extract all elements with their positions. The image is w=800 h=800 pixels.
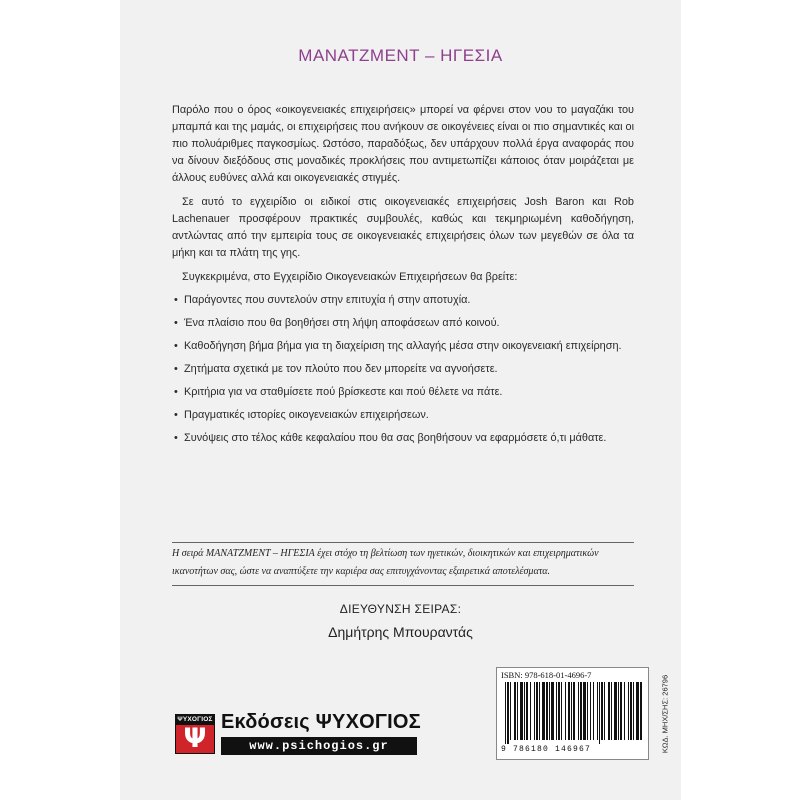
barcode-bar [580,682,582,740]
features-list-item-text: Κριτήρια για να σταθμίσετε πού βρίσκεστε και πού θέλετε να πάτε. [184,386,503,398]
barcode-bar [507,682,509,744]
barcode-bar [573,682,575,740]
barcode-bar [520,682,523,740]
barcode-bar [571,682,572,740]
barcode-bar [578,682,579,740]
divider-top [172,542,634,543]
barcode-bar [633,682,634,740]
features-list-item-text: Ζητήματα σχετικά με τον πλούτο που δεν μπορείτε να αγνοήσετε. [184,363,498,375]
barcode-bar [587,682,588,740]
publisher-logo-icon [175,714,215,754]
features-list-item [172,338,634,355]
bullet-icon: • [174,386,178,398]
barcode-bar [601,682,603,740]
features-list-item-text: Παράγοντες που συντελούν στην επιτυχία ή στην αποτυχία. [184,294,471,306]
barcode-bar [542,682,545,740]
barcode-bar [551,682,554,740]
description [172,102,634,453]
barcode-bar [546,682,548,740]
bullet-icon: • [174,432,178,444]
barcode-bar [604,682,605,740]
barcode-bar [618,682,619,740]
barcode-bar [624,682,625,740]
divider-bottom [172,585,634,586]
barcode-bar [628,682,629,740]
barcode-bar [568,682,570,740]
barcode-bar [599,682,600,744]
barcode-bar [620,682,622,740]
bullet-icon: • [174,294,178,306]
features-list [172,292,634,447]
barcode-digits: 9 786180 146967 [501,745,592,754]
features-list-item [172,292,634,309]
barcode-bar [590,682,591,740]
barcode-bar [524,682,525,740]
barcode-bar [636,682,639,740]
barcode-bar [630,682,632,740]
series-title: ΜΑΝΑΤΖΜΕΝΤ – ΗΓΕΣΙΑ [298,46,503,65]
features-list-item [172,361,634,378]
barcode-icon [503,682,644,744]
series-blurb: Η σειρά ΜΑΝΑΤΖΜΕΝΤ – ΗΓΕΣΙΑ έχει στόχο τη βελτίωση των ηγετικών, διοικητικών και επιχειρηματικών ικανοτήτων σας, ώστε να αναπτύξετε την καριέρα σας επιτυγχάνοντας εξαιρετικά αποτελέσματα. [172,548,599,577]
features-intro: Συγκεκριμένα, στο Εγχειρίδιο Οικογενειακών Επιχειρήσεων θα βρείτε: [182,271,518,283]
barcode-bar [561,682,562,740]
features-list-item-text: Καθοδήγηση βήμα βήμα για τη διαχείριση της αλλαγής μέσα στην οικογενειακή επιχείρηση. [184,340,622,352]
psi-icon: Ψ [183,723,207,754]
barcode-panel [496,667,649,760]
barcode-bar [556,682,557,740]
isbn-text: ISBN: 978-618-01-4696-7 [501,670,592,680]
logo-band-text: ΨΥΧΟΓΙΟΣ [177,716,213,723]
publisher-name: Εκδόσεις ΨΥΧΟΓΙΟΣ [221,711,421,733]
barcode-bar [526,682,528,740]
features-list-item-text: Ένα πλαίσιο που θα βοηθήσει στη λήψη αποφάσεων από κοινού. [184,317,500,329]
product-code [658,666,672,762]
features-list-item [172,384,634,401]
features-list-item [172,407,634,424]
description-paragraph-2: Σε αυτό το εγχειρίδιο οι ειδικοί στις οικογενειακές επιχειρήσεις Josh Baron και Rob Lachenauer προσφέρουν πρακτικές συμβουλές, καθώς και τεκμηριωμένη καθοδήγηση, αντλώντας από την εμπειρία τους σε οικογενειακές επιχειρήσεις όλων των μεγεθών σε όλα τα μήκη και τα πλάτη της γης. [172,196,634,259]
bullet-icon: • [174,317,178,329]
barcode-bar [583,682,586,740]
barcode-bar [611,682,612,740]
bullet-icon: • [174,409,178,421]
product-code-text: ΚΩΔ. ΜΗΧ/ΣΗΣ: 26796 [660,674,670,754]
barcode-bar [517,682,518,740]
features-list-item-text: Συνόψεις στο τέλος κάθε κεφαλαίου που θα σας βοηθήσουν να εφαρμόσετε ό,τι μάθατε. [184,432,607,444]
editor-name: Δημήτρης Μπουραντάς [328,624,473,640]
editor-label: ΔΙΕΥΘΥΝΣΗ ΣΕΙΡΑΣ: [339,602,462,616]
bullet-icon: • [174,363,178,375]
barcode-bar [505,682,506,744]
barcode-bar [536,682,538,740]
barcode-bar [514,682,516,740]
barcode-bar [539,682,540,740]
barcode-bar [530,682,531,740]
features-list-item [172,430,634,447]
barcode-bar [549,682,550,740]
barcode-bar [558,682,560,740]
features-list-item-text: Πραγματικές ιστορίες οικογενειακών επιχειρήσεων. [184,409,429,421]
bullet-icon: • [174,340,178,352]
barcode-bar [593,682,594,740]
description-paragraph-1: Παρόλο που ο όρος «οικογενειακές επιχειρήσεις» μπορεί να φέρνει στον νου το μαγαζάκι του μπαμπά και της μαμάς, οι επιχειρήσεις που ανήκουν σε οικογένειες είναι οι πιο σημαντικές και οι πιο πολυάριθμες παγκοσμίως. Ωστόσο, παραδόξως, δεν υπάρχουν πολλά έργα αναφοράς που να δίνουν διεξόδους στις μοναδικές προκλήσεις που αντιμετωπίζει κάποιος όταν μοιράζεται με άλλους ευθύνες αλλά και οικογενειακές στιγμές. [172,104,635,184]
barcode-bar [597,682,598,740]
barcode-bar [565,682,566,740]
barcode-bar [640,682,642,740]
publisher-url: www.psichogios.gr [221,737,417,755]
features-list-item [172,315,634,332]
barcode-bar [534,682,535,740]
barcode-bar [510,682,511,740]
barcode-bar [608,682,610,740]
barcode-bar [614,682,617,740]
back-cover [120,0,681,800]
